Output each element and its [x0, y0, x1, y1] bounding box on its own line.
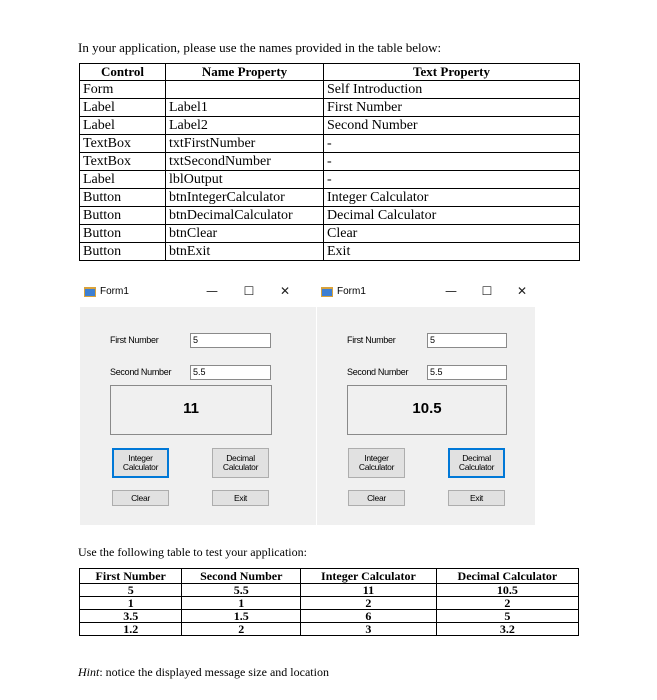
- control-table-row: [80, 225, 580, 243]
- control-table-cell: Button: [80, 189, 166, 207]
- minimize-icon[interactable]: —: [206, 284, 218, 298]
- control-table-row: [80, 81, 580, 99]
- output-value: 11: [183, 400, 199, 417]
- title-bar: [317, 279, 557, 307]
- label-first-number: First Number: [347, 335, 396, 345]
- test-table-cell: 3: [301, 623, 437, 636]
- control-table-cell: -: [324, 171, 580, 189]
- test-table-body: [80, 584, 579, 636]
- window-title: Form1: [100, 286, 129, 297]
- control-table-cell: Clear: [324, 225, 580, 243]
- exit-button[interactable]: Exit: [448, 490, 505, 506]
- test-table-header-cell: First Number: [80, 569, 182, 584]
- test-table-cell: 6: [301, 610, 437, 623]
- control-table-row: [80, 243, 580, 261]
- label-first-number: First Number: [110, 335, 159, 345]
- test-table-row: [80, 597, 579, 610]
- test-table-cell: 2: [436, 597, 578, 610]
- control-table-cell: -: [324, 135, 580, 153]
- integer-calculator-button[interactable]: Integer Calculator: [112, 448, 169, 478]
- output-value: 10.5: [412, 400, 442, 417]
- control-table-cell: btnDecimalCalculator: [166, 207, 324, 225]
- control-table-cell: Button: [80, 243, 166, 261]
- control-table-cell: Integer Calculator: [324, 189, 580, 207]
- control-table-cell: -: [324, 153, 580, 171]
- control-table-cell: Second Number: [324, 117, 580, 135]
- control-table-cell: Label1: [166, 99, 324, 117]
- test-table-cell: 3.5: [80, 610, 182, 623]
- decimal-calculator-button[interactable]: Decimal Calculator: [448, 448, 505, 478]
- control-table-cell: Label: [80, 171, 166, 189]
- test-table-row: [80, 584, 579, 597]
- control-table-row: [80, 153, 580, 171]
- close-icon[interactable]: ✕: [516, 284, 528, 298]
- decimal-calculator-button[interactable]: Decimal Calculator: [212, 448, 269, 478]
- control-table-cell: txtSecondNumber: [166, 153, 324, 171]
- control-table-row: [80, 171, 580, 189]
- test-table-cell: 5: [436, 610, 578, 623]
- form-icon: [321, 287, 333, 297]
- control-table: [79, 63, 580, 261]
- maximize-icon[interactable]: ☐: [481, 284, 493, 298]
- intro-text: In your application, please use the names provided in the table below:: [78, 40, 442, 55]
- control-table-cell: Decimal Calculator: [324, 207, 580, 225]
- test-table-cell: 1: [80, 597, 182, 610]
- control-table-cell: btnExit: [166, 243, 324, 261]
- close-icon[interactable]: ✕: [279, 284, 291, 298]
- label-second-number: Second Number: [347, 367, 409, 377]
- hint-text: : notice the displayed message size and location: [99, 665, 329, 679]
- control-table-header-cell: Text Property: [324, 64, 580, 81]
- title-bar: [80, 279, 320, 307]
- control-table-cell: Button: [80, 225, 166, 243]
- test-table-cell: 1: [182, 597, 301, 610]
- second-number-input[interactable]: 5.5: [190, 365, 271, 380]
- control-table-cell: btnClear: [166, 225, 324, 243]
- form-client-area: [80, 307, 320, 525]
- first-number-input[interactable]: 5: [190, 333, 271, 348]
- test-table-row: [80, 623, 579, 636]
- hint-label: Hint: [78, 665, 100, 679]
- test-table-header: [80, 569, 579, 584]
- first-number-input[interactable]: 5: [427, 333, 507, 348]
- integer-calculator-button[interactable]: Integer Calculator: [348, 448, 405, 478]
- test-table-cell: 5.5: [182, 584, 301, 597]
- form1-window-integer: [79, 278, 321, 528]
- control-table-row: [80, 99, 580, 117]
- control-table-cell: First Number: [324, 99, 580, 117]
- second-number-input[interactable]: 5.5: [427, 365, 507, 380]
- test-table-cell: 2: [182, 623, 301, 636]
- control-table-cell: Label: [80, 99, 166, 117]
- clear-button[interactable]: Clear: [112, 490, 169, 506]
- control-table-cell: Button: [80, 207, 166, 225]
- control-table-cell: [166, 81, 324, 99]
- maximize-icon[interactable]: ☐: [243, 284, 255, 298]
- hint: [78, 665, 329, 680]
- test-table-header-cell: Decimal Calculator: [436, 569, 578, 584]
- control-table-body: [80, 81, 580, 261]
- test-table-cell: 3.2: [436, 623, 578, 636]
- label-second-number: Second Number: [110, 367, 172, 377]
- control-table-row: [80, 207, 580, 225]
- control-table-header-cell: Name Property: [166, 64, 324, 81]
- control-table-cell: TextBox: [80, 135, 166, 153]
- test-table-cell: 1.2: [80, 623, 182, 636]
- control-table-row: [80, 135, 580, 153]
- test-table-cell: 11: [301, 584, 437, 597]
- test-intro-text: Use the following table to test your application:: [78, 545, 307, 559]
- test-table-header-cell: Second Number: [182, 569, 301, 584]
- control-table-row: [80, 117, 580, 135]
- window-title: Form1: [337, 286, 366, 297]
- output-label: [110, 385, 272, 435]
- control-table-cell: Form: [80, 81, 166, 99]
- minimize-icon[interactable]: —: [445, 284, 457, 298]
- control-table-cell: btnIntegerCalculator: [166, 189, 324, 207]
- form1-window-decimal: [316, 278, 558, 528]
- test-table-cell: 5: [80, 584, 182, 597]
- test-table-cell: 2: [301, 597, 437, 610]
- control-table-header-cell: Control: [80, 64, 166, 81]
- clear-button[interactable]: Clear: [348, 490, 405, 506]
- test-table-row: [80, 610, 579, 623]
- form-client-area: [317, 307, 535, 525]
- control-table-cell: txtFirstNumber: [166, 135, 324, 153]
- output-label: [347, 385, 507, 435]
- control-table-row: [80, 189, 580, 207]
- control-table-cell: lblOutput: [166, 171, 324, 189]
- test-table: [79, 568, 579, 636]
- control-table-cell: Label2: [166, 117, 324, 135]
- form-icon: [84, 287, 96, 297]
- exit-button[interactable]: Exit: [212, 490, 269, 506]
- control-table-cell: TextBox: [80, 153, 166, 171]
- control-table-header: [80, 64, 580, 81]
- control-table-cell: Exit: [324, 243, 580, 261]
- test-table-cell: 10.5: [436, 584, 578, 597]
- test-table-header-cell: Integer Calculator: [301, 569, 437, 584]
- test-table-cell: 1.5: [182, 610, 301, 623]
- control-table-cell: Self Introduction: [324, 81, 580, 99]
- control-table-cell: Label: [80, 117, 166, 135]
